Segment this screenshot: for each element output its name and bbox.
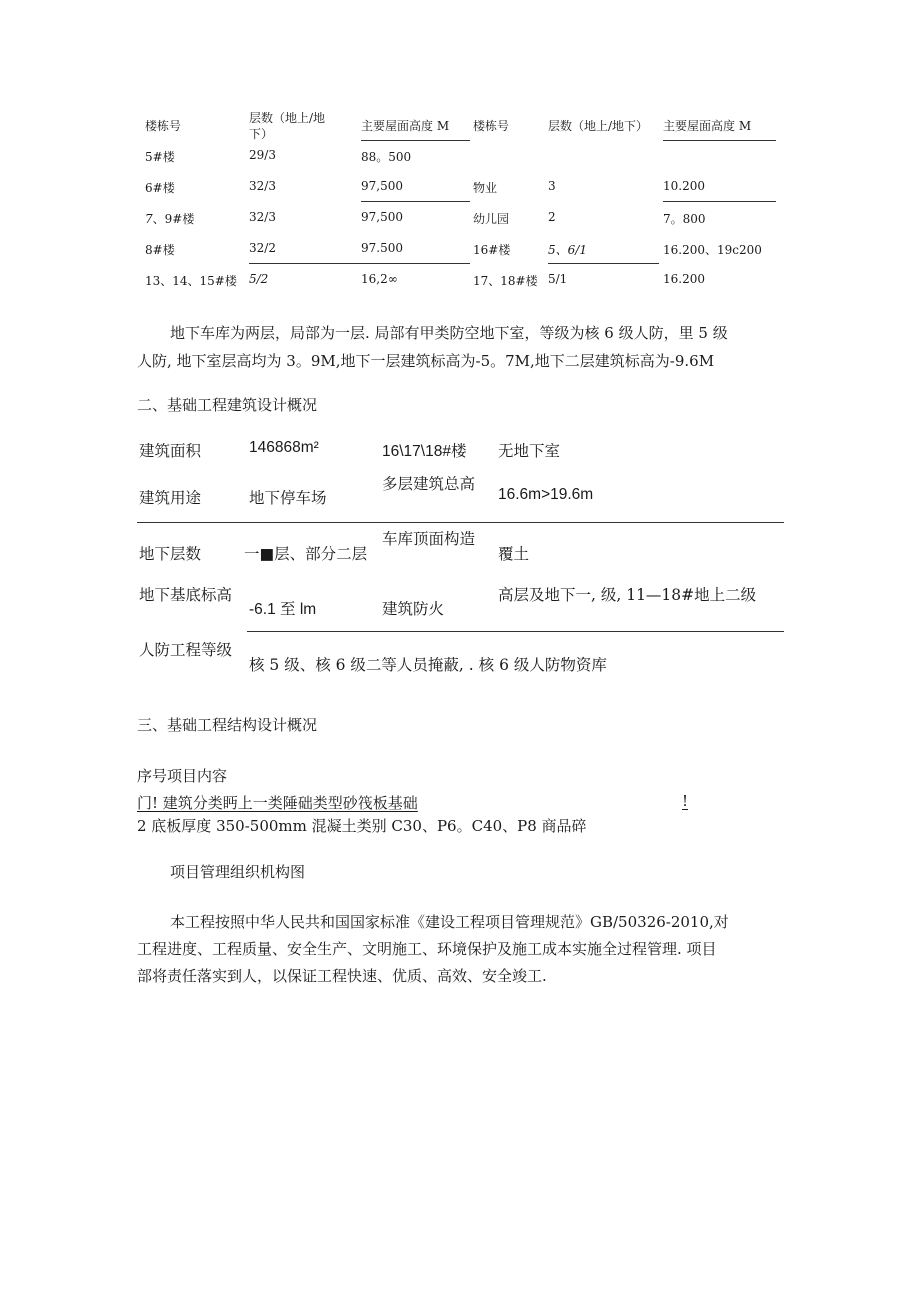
label-building-use: 建筑用途 (139, 489, 202, 507)
table-cell: 97,500 (361, 210, 403, 224)
table-cell: 97.500 (361, 241, 403, 255)
table-rule (137, 522, 784, 523)
header-building-no: 楼栋号 (145, 119, 182, 133)
table-cell: 17、18#楼 (473, 274, 538, 288)
table-cell: 2 (548, 210, 556, 224)
table-cell: 7、9#楼 (145, 212, 195, 226)
label-fire-rating: 建筑防火 (382, 600, 445, 618)
table-rule (548, 263, 659, 264)
header-roof-height-2: 主要屋面高度 M (663, 119, 752, 133)
table-cell: 物业 (473, 181, 498, 195)
structure-row-1-mark: ! (682, 792, 689, 810)
table-cell: 88。500 (361, 150, 412, 164)
paragraph-basement-line2: 人防, 地下室层高均为 3。9M,地下一层建筑标高为-5。7M,地下二层建筑标高为-9.6M (137, 352, 715, 370)
header-building-no-2: 楼栋号 (473, 119, 510, 133)
table-cell: 29/3 (249, 148, 276, 162)
table-rule (361, 201, 470, 202)
value-civil-defense: 核 5 级、核 6 级二等人员掩蔽, . 核 6 级人防物资库 (249, 656, 607, 674)
paragraph-basement-line1: 地下车库为两层，局部为一层. 局部有甲类防空地下室，等级为核 6 级人防，里 5 级 (170, 324, 728, 342)
label-roof-structure: 车库顶面构造 (382, 530, 476, 548)
value-roof-structure: 覆土 (498, 545, 530, 563)
table-cell: 幼儿园 (473, 212, 510, 226)
paragraph-management-line1: 本工程按照中华人民共和国国家标准《建设工程项目管理规范》GB/50326-2010,对 (170, 913, 729, 931)
table-cell: 8#楼 (145, 243, 175, 257)
section-title-architecture: 二、基础工程建筑设计概况 (137, 396, 318, 414)
table-cell: 16.200 (663, 272, 705, 286)
table-rule (663, 140, 776, 141)
table-cell: 32/2 (249, 241, 276, 255)
org-chart-title: 项目管理组织机构图 (170, 863, 306, 881)
header-floors-line2: 下） (249, 127, 274, 141)
table-cell: 6#楼 (145, 181, 175, 195)
table-cell: 16#楼 (473, 243, 511, 257)
table-cell: 7。800 (663, 212, 706, 226)
header-floors-2: 层数（地上/地下） (548, 119, 649, 133)
value-base-elevation: -6.1 至 lm (249, 601, 317, 618)
value-building-area: 146868m² (249, 439, 319, 456)
table-rule (663, 201, 776, 202)
table-cell: 97,500 (361, 179, 403, 193)
structure-header: 序号项目内容 (137, 767, 228, 785)
label-civil-defense: 人防工程等级 (139, 641, 233, 659)
value-fire-rating: 高层及地下一, 级, 11—18#地上二级 (498, 586, 757, 604)
value-basement-floors: 一■层、部分二层 (244, 545, 368, 563)
paragraph-management-line2: 工程进度、工程质量、安全生产、文明施工、环境保护及施工成本实施全过程管理. 项目 (137, 940, 717, 958)
table-cell: 13、14、15#楼 (145, 274, 237, 288)
structure-row-1: 门! 建筑分类眄上一类陲础类型砂筏板基础 (137, 794, 418, 812)
table-cell: 32/3 (249, 179, 276, 193)
paragraph-management-line3: 部将责任落实到人，以保证工程快速、优质、高效、安全竣工. (137, 967, 547, 985)
label-no-basement: 16\17\18#楼 (382, 443, 467, 460)
table-cell: 5/1 (548, 272, 568, 286)
table-cell: 5/2 (249, 272, 269, 286)
table-cell: 10.200 (663, 179, 705, 193)
value-building-use: 地下停车场 (249, 489, 327, 507)
table-rule (247, 631, 784, 632)
table-cell: 16,2∞ (361, 272, 398, 286)
value-multi-height: 16.6m>19.6m (498, 486, 594, 503)
table-cell: 3 (548, 179, 556, 193)
section-title-structure: 三、基础工程结构设计概况 (137, 716, 318, 734)
header-roof-height: 主要屋面高度 M (361, 119, 450, 133)
table-cell: 16.200、19c200 (663, 243, 762, 257)
label-basement-floors: 地下层数 (139, 545, 202, 563)
table-cell: 5#楼 (145, 150, 175, 164)
label-building-area: 建筑面积 (139, 442, 202, 460)
value-no-basement: 无地下室 (498, 442, 561, 460)
table-rule (361, 140, 470, 141)
structure-row-2: 2 底板厚度 350-500mm 混凝土类别 C30、P6。C40、P8 商品碎 (137, 817, 587, 835)
label-base-elevation: 地下基底标高 (139, 586, 233, 604)
label-multi-height: 多层建筑总高 (382, 475, 476, 493)
header-floors-line1: 层数（地上/地 (249, 111, 326, 125)
table-cell: 32/3 (249, 210, 276, 224)
table-cell: 5、6/1 (548, 243, 587, 257)
table-rule (249, 263, 470, 264)
